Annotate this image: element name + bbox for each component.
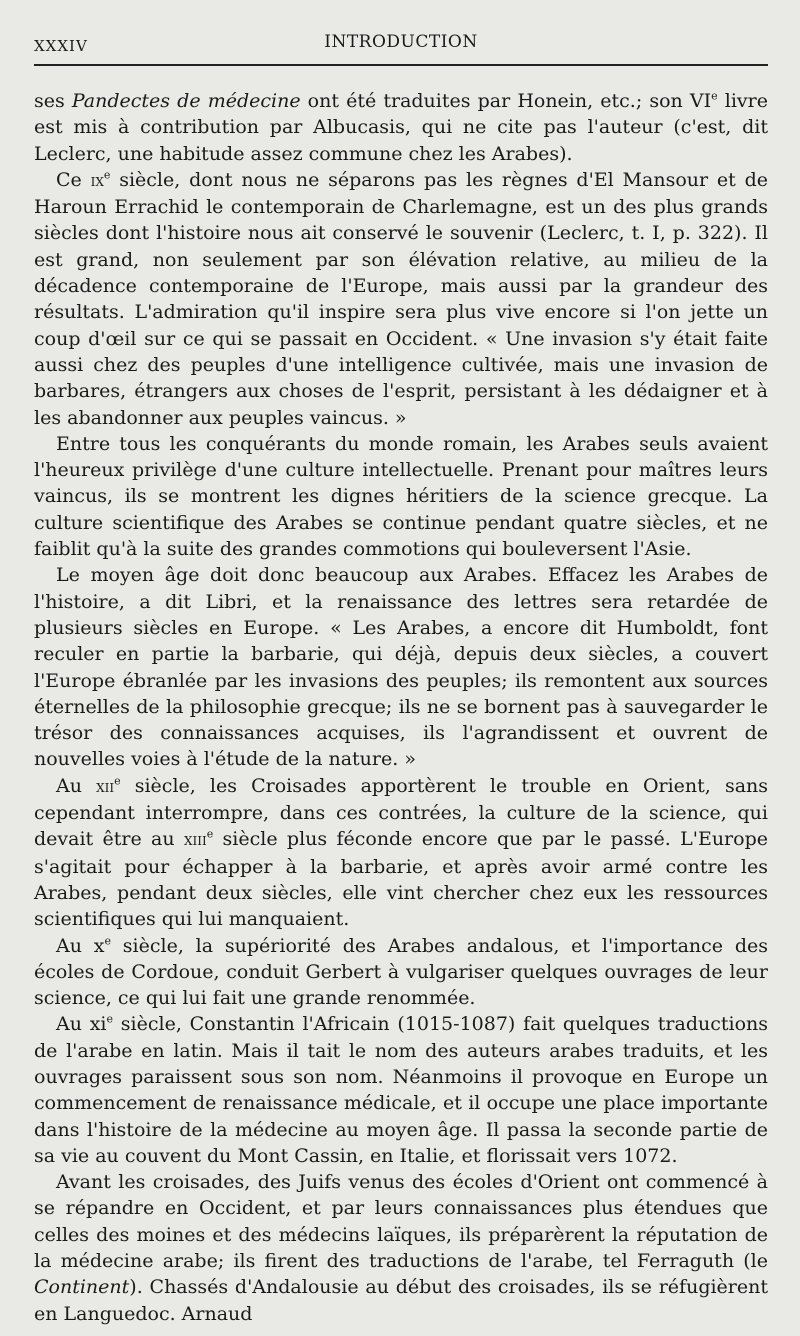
page-header: [34, 30, 768, 60]
paragraph: [34, 167, 768, 431]
text-segment: siècle, Constantin l'Africain (1015-1087) fait quelques traductions de l'arabe en latin. Mais il tait le nom des auteurs arabes traduits, et les ouvrages paraissent sous son nom. Néanmoins il provoque en Europe un commencement de renaissance médicale, et il occupe une place importante dans l'histoire de la médecine au moyen âge. Il passa la seconde partie de sa vie au couvent du Mont Cassin, en Italie, et florissait vers 1072.: [34, 1013, 768, 1167]
small-caps-numeral: ix: [90, 170, 104, 191]
superscript: e: [104, 934, 111, 948]
italic-text: Pandectes de médecine: [71, 90, 301, 112]
text-segment: siècle, dont nous ne séparons pas les règnes d'El Mansour et de Haroun Errachid le contemporain de Charlemagne, est un des plus grands siècles dont l'histoire nous ait conservé le souvenir (Leclerc, t. I, p. 322). Il est grand, non seulement par son élévation relative, au milieu de la décadence contemporaine de l'Europe, mais aussi par la grandeur des résultats. L'admiration qu'il inspire sera plus vive encore si l'on jette un coup d'œil sur ce qui se passait en Occident. « Une invasion s'y était faite aussi chez des peuples d'une intelligence cultivée, mais une invasion de barbares, étrangers aux choses de l'esprit, persistant à les dédaigner et à les abandonner aux peuples vaincus. »: [34, 168, 768, 429]
text-segment: siècle, les Croisades apportèrent le trouble en Orient, sans cependant interrompre, dans ces contrées, la culture de la science, qui devait être au: [34, 774, 769, 851]
small-caps-numeral: xii: [96, 776, 115, 797]
text-segment: Avant les croisades, des Juifs venus des écoles d'Orient ont commencé à se répandre en Occident, et par leurs connaissances plus étendues que celles des moines et des médecins laïques, ils préparèrent la réputation de la médecine arabe; ils firent des traductions de l'arabe, tel Ferraguth (le: [34, 1171, 768, 1273]
paragraph: [34, 431, 768, 562]
paragraph: [34, 88, 768, 167]
small-caps-numeral: xiii: [183, 830, 207, 851]
paragraph: [34, 773, 768, 933]
text-segment: Au: [56, 774, 97, 797]
text-segment: Au xi: [56, 1013, 107, 1036]
paragraph: [34, 1011, 768, 1169]
superscript: e: [106, 1013, 114, 1027]
paragraph: [34, 1169, 768, 1327]
body-text: [34, 88, 768, 1327]
running-title: INTRODUCTION: [324, 32, 478, 52]
superscript: e: [114, 774, 121, 788]
text-segment: Entre tous les conquérants du monde romain, les Arabes seuls avaient l'heureux privilège d'une culture intellectuelle. Prenant pour maîtres leurs vaincus, ils se montrent les dignes héritiers de la science grecque. La culture scientifique des Arabes se continue pendant quatre siècles, et ne faiblit qu'à la suite des grandes commotions qui bouleversent l'Asie.: [34, 432, 768, 561]
text-segment: ). Chassés d'Andalousie au début des croisades, ils se réfugièrent en Languedoc. Arnaud: [34, 1276, 768, 1325]
header-rule: [34, 64, 768, 66]
text-segment: Ce: [56, 168, 91, 191]
text-segment: siècle, la supériorité des Arabes andalous, et l'importance des écoles de Cordoue, conduit Gerbert à vulgariser quelques ouvrages de leur science, ce qui lui fait une grande renommée.: [34, 934, 768, 1010]
paragraph: [34, 562, 768, 772]
text-segment: Le moyen âge doit donc beaucoup aux Arabes. Effacez les Arabes de l'histoire, a dit Libri, et la renaissance des lettres sera retardée de plusieurs siècles en Europe. « Les Arabes, a encore dit Humboldt, font reculer en partie la barbarie, qui déjà, depuis deux siècles, a couvert l'Europe ébranlée par les invasions des peuples; ils remontent aux sources éternelles de la philosophie grecque; ils ne se bornent pas à sauvegarder le trésor des connaissances acquises, ils l'agrandissent et ouvrent de nouvelles voies à l'étude de la nature. »: [34, 564, 768, 771]
superscript: e: [206, 827, 214, 841]
page-number: XXXIV: [34, 37, 88, 55]
text-segment: ses: [34, 90, 72, 112]
italic-text: Continent: [34, 1276, 130, 1299]
superscript: e: [103, 168, 111, 182]
text-segment: livre est mis à contribution par Albucasis, qui ne cite pas l'auteur (c'est, dit Leclerc, une habitude assez commune chez les Arabes).: [34, 90, 768, 165]
paragraph: [34, 933, 768, 1012]
text-segment: Au x: [56, 934, 105, 957]
text-segment: siècle plus féconde encore que par le passé. L'Europe s'agitait pour échapper à la barbarie, et après avoir armé contre les Arabes, pendant deux siècles, elle vint chercher chez eux les ressources scientifiques qui lui manquaient.: [34, 828, 768, 931]
text-segment: ont été traduites par Honein, etc.; son VI: [300, 90, 712, 112]
superscript: e: [711, 89, 718, 103]
